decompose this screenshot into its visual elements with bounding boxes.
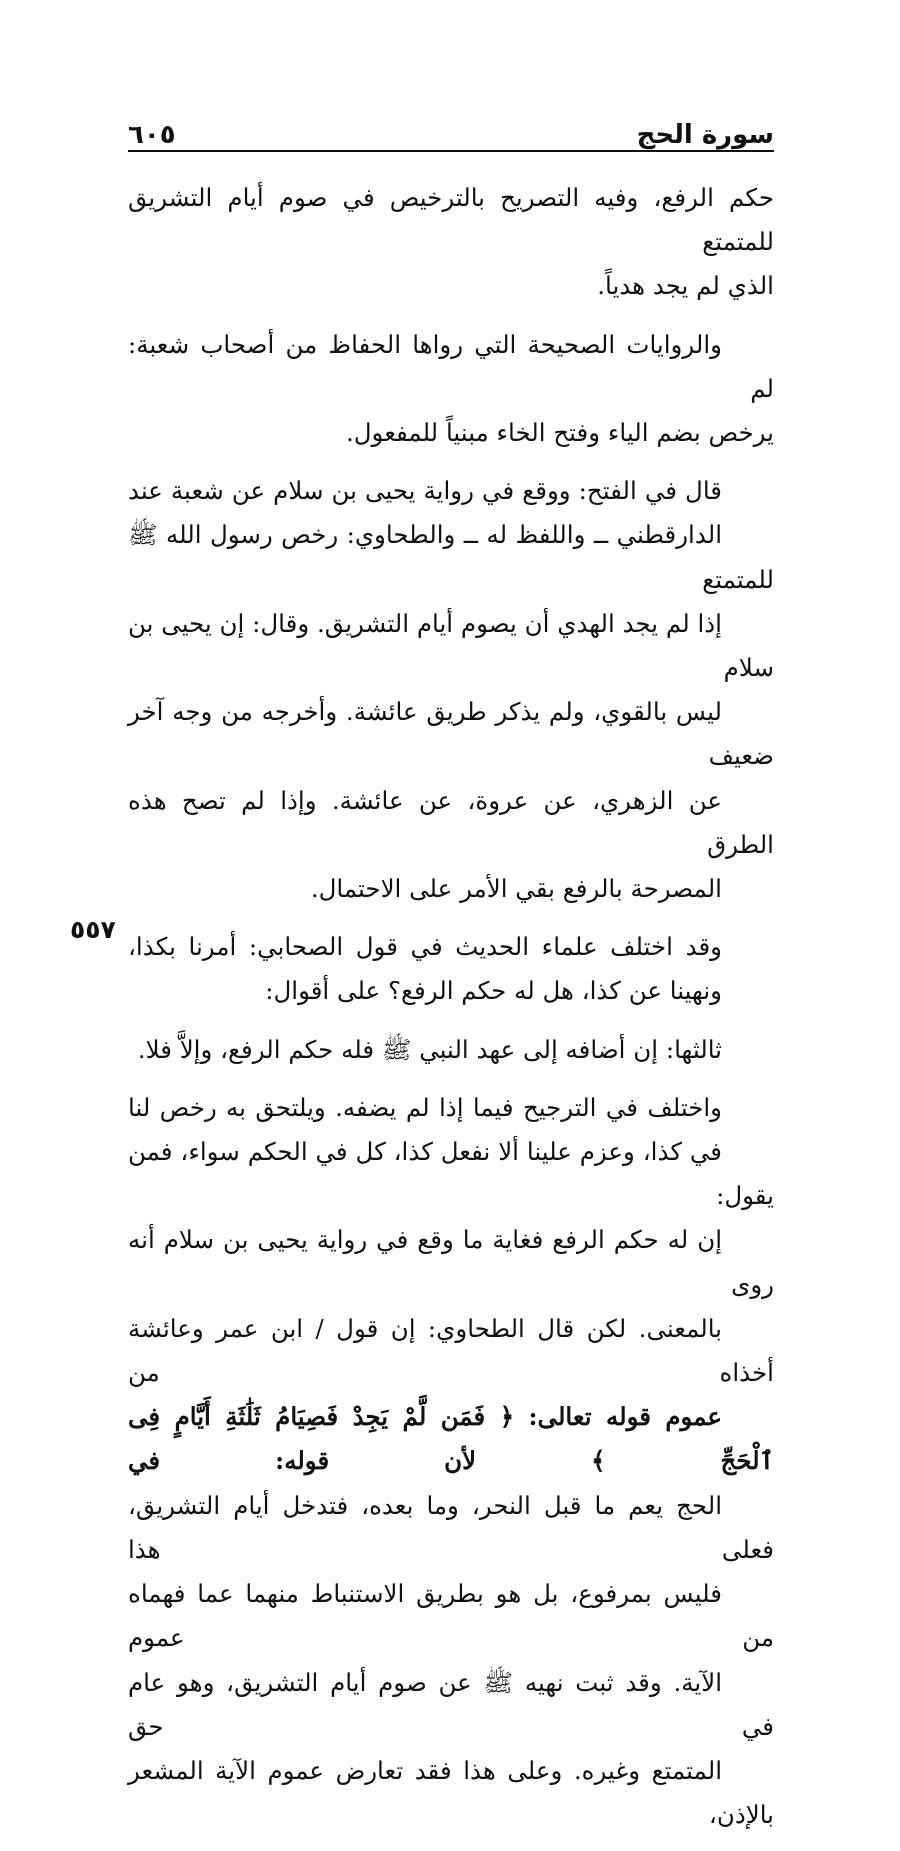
text-line: إن له حكم الرفع فغاية ما وقع في رواية يحيى بن سلام أنه روى: [128, 1225, 774, 1299]
paragraph-2: [128, 323, 774, 456]
surah-title: سورة الحج: [636, 120, 774, 150]
original-page-reference: ٥٥٧: [70, 915, 116, 944]
text-line: الدارقطني ــ واللفظ له ــ والطحاوي: رخص رسول الله ﷺ للمتمتع: [128, 520, 774, 594]
text-line: في كذا، وعزم علينا ألا نفعل كذا، كل في الحكم سواء، فمن يقول:: [128, 1137, 774, 1211]
text-line: ليس بالقوي، ولم يذكر طريق عائشة. وأخرجه من وجه آخر ضعيف: [128, 697, 774, 771]
text-line: واختلف في الترجيح فيما إذا لم يضفه. ويلتحق به رخص لنا: [128, 1092, 722, 1122]
header-rule: [128, 150, 774, 152]
text-line-quran-quote: عموم قوله تعالى: ﴿ فَمَن لَّمْ يَجِدْ فَصِيَامُ ثَلَٰثَةِ أَيَّامٍ فِى ٱلْحَجِّ ﴾ لأن قوله: في: [128, 1402, 774, 1476]
text-line: إذا لم يجد الهدي أن يصوم أيام التشريق. وقال: إن يحيى بن سلام: [128, 608, 774, 683]
text-line: الآية. وقد ثبت نهيه ﷺ عن صوم أيام التشريق، وهو عام في حق: [128, 1667, 774, 1741]
paragraph-5: [128, 1028, 774, 1072]
text-line: قال في الفتح: ووقع في رواية يحيى بن سلام عن شعبة عند: [128, 476, 722, 506]
page-number: ٦٠٥: [128, 120, 176, 150]
paragraph-6: [128, 1086, 774, 1837]
running-header: [128, 104, 774, 150]
text-line: ونهينا عن كذا، هل له حكم الرفع؟ على أقوال:: [265, 976, 722, 1006]
text-line: المصرحة بالرفع بقي الأمر على الاحتمال.: [310, 874, 722, 904]
text-line: فليس بمرفوع، بل هو بطريق الاستنباط منهما عما فهماه من عموم: [128, 1579, 774, 1653]
text-line: الحج يعم ما قبل النحر، وما بعده، فتدخل أيام التشريق، فعلى هذا: [128, 1490, 774, 1564]
text-line: عن الزهري، عن عروة، عن عائشة. وإذا لم تصح هذه الطرق: [128, 785, 774, 859]
text-line: المتمتع وغيره. وعلى هذا فقد تعارض عموم الآية المشعر بالإذن،: [128, 1755, 774, 1830]
text-line: يرخص بضم الياء وفتح الخاء مبنياً للمفعول.: [345, 418, 774, 448]
paragraph-3: [128, 469, 774, 911]
text-line: والروايات الصحيحة التي رواها الحفاظ من أصحاب شعبة: لم: [128, 329, 774, 403]
body-text: [128, 176, 774, 1851]
text-line: بالمعنى. لكن قال الطحاوي: إن قول / ابن عمر وعائشة أخذاه من: [128, 1313, 774, 1388]
text-line: حكم الرفع، وفيه التصريح بالترخيص في صوم أيام التشريق للمتمتع: [128, 183, 774, 257]
text-line: وقد اختلف علماء الحديث في قول الصحابي: أمرنا بكذا،: [128, 932, 722, 962]
text-line: الذي لم يجد هدياً.: [597, 271, 774, 301]
paragraph-4: [128, 925, 774, 1013]
paragraph-1: [128, 176, 774, 309]
text-line: ثالثها: إن أضافه إلى عهد النبي ﷺ فله حكم الرفع، وإلاَّ فلا.: [137, 1034, 722, 1064]
